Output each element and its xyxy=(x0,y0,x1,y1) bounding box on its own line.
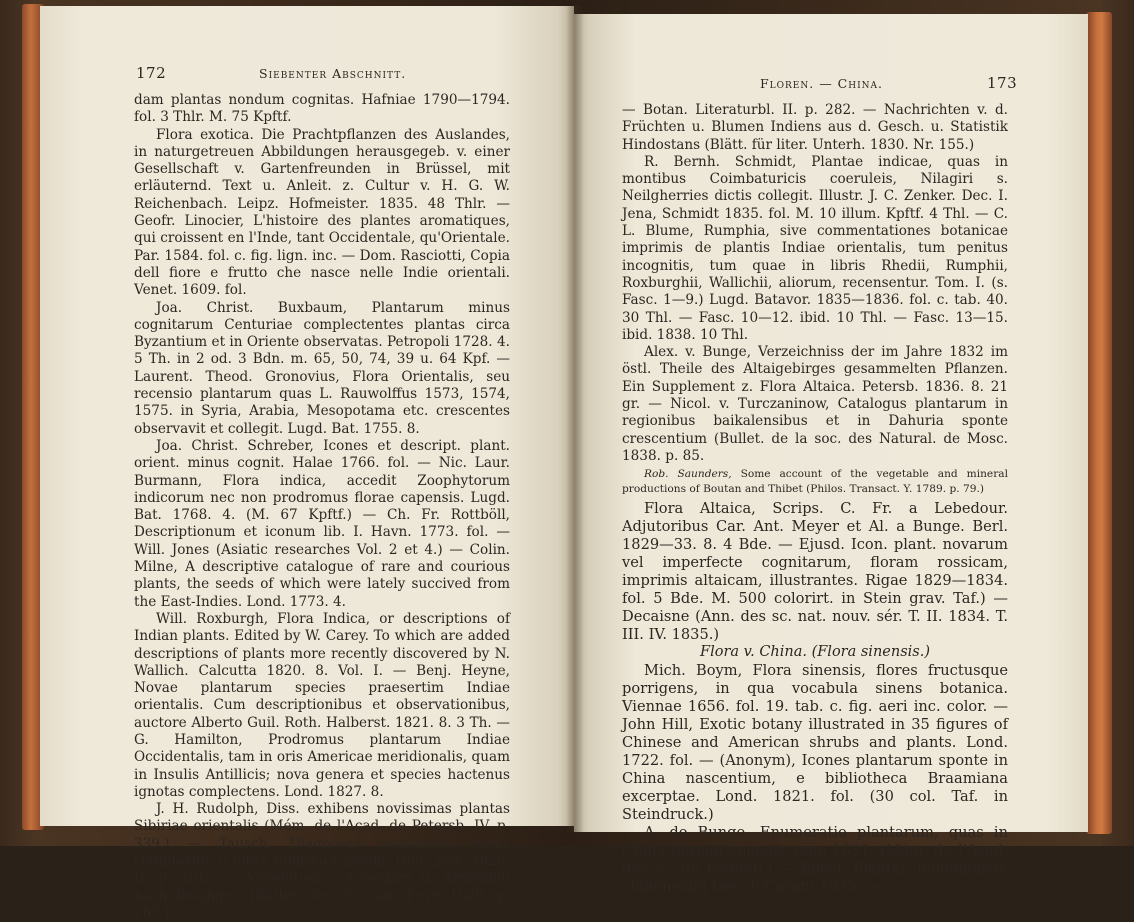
paragraph: R. Bernh. Schmidt, Plantae indicae, quas in montibus Coimbaturicis coeruleis, Nilagiri s. Neilgherries dictis collegit. Illustr. J. C. Zenker. Dec. I. Jena, Schmidt 1835. fol. M. 10 illum. Kpftf. 4 Thl. — C. L. Blume, Rumphia, sive commentationes botanicae imprimis de plantis Indiae orientalis, tum penitus incognitis, tum quae in libris Rhedii, Rumphii, Roxburghii, Wallichii, aliorum, recensentur. Tom. I. (s. Fasc. 1—9.) Lugd. Batavor. 1835—1836. fol. c. tab. 40. 30 Thl. — Fasc. 10—12. ibid. 10 Thl. — Fasc. 13—15. ibid. 1838. 10 Thl. xyxy=(622,153,1008,343)
left-page xyxy=(40,6,574,921)
paragraph: Joa. Christ. Schreber, Icones et descript. plant. orient. minus cognit. Halae 1766. fol. — Nic. Laur. Burmann, Flora indica, accedit Zoophytorum indicorum nec non prodromus florae capensis. Lugd. Bat. 1768. 4. (M. 67 Kpftf.) — Ch. Fr. Rottböll, Descriptionum et iconum lib. I. Havn. 1773. fol. — Will. Jones (Asiatic researches Vol. 2 et 4.) — Colin. Milne, A descriptive catalogue of rare and courious plants, the seeds of which were lately succived from the East-Indies. Lond. 1773. 4. xyxy=(134,437,510,610)
right-page-number: 173 xyxy=(987,74,1018,92)
paragraph: Flora Altaica, Scrips. C. Fr. a Lebedour. Adjutoribus Car. Ant. Meyer et Al. a Bunge. Berl. 1829—33. 8. 4 Bde. — Ejusd. Icon. plant. novarum vel imperfecte cognitarum, floram rossicam, imprimis altaicam, illustrantes. Rigae 1829—1834. fol. 5 Bde. M. 500 colorirt. in Stein grav. Taf.) — Decaisne (Ann. des sc. nat. nouv. sér. T. II. 1834. T. III. IV. 1835.) xyxy=(622,500,1008,644)
paragraph: dam plantas nondum cognitas. Hafniae 1790—1794. fol. 3 Thlr. M. 75 Kpftf. xyxy=(134,92,510,126)
paragraph: — Botan. Literaturbl. II. p. 282. — Nachrichten v. d. Früchten u. Blumen Indiens aus d. Gesch. u. Statistik Hindostans (Blätt. für liter. Unterh. 1830. Nr. 155.) xyxy=(622,102,1008,153)
paragraph: Will. Roxburgh, Flora Indica, or descriptions of Indian plants. Edited by W. Carey. To which are added descriptions of plants more recently discovered by N. Wallich. Calcutta 1820. 8. Vol. I. — Benj. Heyne, Novae plantarum species praesertim Indiae orientalis. Cum descriptionibus et observationibus, auctore Alberto Guil. Roth. Halberst. 1821. 8. 3 Th. — G. Hamilton, Prodromus plantarum Indiae Occidentalis, tam in oris Americae meridionalis, quam in Insulis Antillicis; nova genera et species hactenus ignotas complectens. Lond. 1827. 8. xyxy=(134,610,510,800)
paragraph: A. de Bunge, Enumeratio plantarum, quas in China boreali collegit anno 1831. (Mém. de l'Acad. des sc. de Petersb.) — Ejusd. Plantar. mongholico-chinensium Dec. I. Casani 1835. — xyxy=(622,823,1008,895)
right-running-head: Floren. — China. xyxy=(760,76,883,91)
paragraph: Flora exotica. Die Prachtpflanzen des Auslandes, in naturgetreuen Abbildungen herausgegeb. v. einer Gesellschaft v. Gartenfreunden in Brüssel, mit erläuternd. Text u. Anleit. z. Cultur v. H. G. W. Reichenbach. Leipz. Hofmeister. 1835. 48 Thlr. — Geofr. Linocier, L'histoire des plantes aromatiques, qui croissent en l'Inde, tant Occidentale, qu'Orientale. Par. 1584. fol. c. fig. lign. inc. — Dom. Rasciotti, Copia dell fiore e frutto che nasce nelle Indie orientali. Venet. 1609. fol. xyxy=(134,126,510,299)
small-note-author: Rob. Saunders, xyxy=(644,468,732,481)
left-page-number: 172 xyxy=(136,64,167,82)
section-heading: Flora v. China. (Flora sinensis.) xyxy=(700,644,930,661)
right-page-text xyxy=(622,102,1008,896)
paragraph: J. H. Rudolph, Diss. exhibens novissimas plantas Sibiriae orientalis (Mém. de l'Acad. de Petersb. IV. p. 339.) — Tausch, Diagnoses plantarum minus cognitarum e Flora Sibirica Gmelini. (Bot. Zeit. 1828. II. p. 481.) — Vegetation v. Georgien u. Armenien nach Belanger, (Bullet. des Sc. nat. Fevr. 1829. p. 267.) xyxy=(134,801,510,921)
paragraph: Mich. Boym, Flora sinensis, flores fructusque porrigens, in qua vocabula sinens botanica. Viennae 1656. fol. 19. tab. c. fig. aeri inc. color. — John Hill, Exotic botany illustrated in 35 figures of Chinese and American shrubs and plants. Lond. 1722. fol. — (Anonym), Icones plantarum sponte in China nascentium, e bibliotheca Braamiana excerptae. Lond. 1821. fol. (30 col. Taf. in Steindruck.) xyxy=(622,661,1008,823)
book-edge-right xyxy=(1086,12,1112,834)
paragraph: Joa. Christ. Buxbaum, Plantarum minus cognitarum Centuriae complectentes plantas circa Byzantium et in Oriente observatas. Petropoli 1728. 4. 5 Th. in 2 od. 3 Bdn. m. 65, 50, 74, 39 u. 64 Kpf. — Laurent. Theod. Gronovius, Flora Orientalis, seu recensio plantarum quas L. Rauwolffus 1573, 1574, 1575. in Syria, Arabia, Mesopotama etc. crescentes observavit et collegit. Lugd. Bat. 1755. 8. xyxy=(134,299,510,437)
small-note xyxy=(622,467,1008,496)
right-page xyxy=(574,14,1088,895)
left-page-text xyxy=(134,92,510,922)
left-running-head: Siebenter Abschnitt. xyxy=(259,66,407,81)
paragraph: Alex. v. Bunge, Verzeichniss der im Jahre 1832 im östl. Theile des Altaigebirges gesammelten Pflanzen. Ein Supplement z. Flora Altaica. Petersb. 1836. 8. 21 gr. — Nicol. v. Turczaninow, Catalogus plantarum in regionibus baikalensibus et in Dahuria sponte crescentium (Bullet. de la soc. des Natural. de Mosc. 1838. p. 85. xyxy=(622,344,1008,464)
book-gutter xyxy=(566,6,584,832)
small-note-text: Some account of the vegetable and mineral productions of Boutan and Thibet (Philos. Transact. Y. 1789. p. 79.) xyxy=(622,468,1008,495)
